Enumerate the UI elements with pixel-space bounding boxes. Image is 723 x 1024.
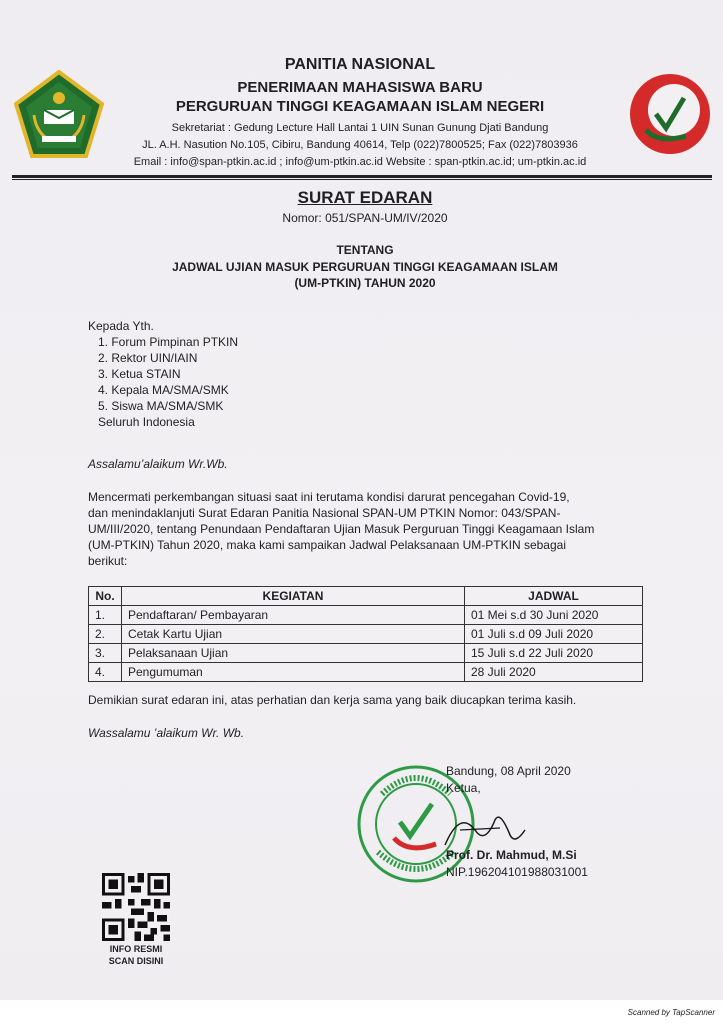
cell-schedule: 01 Juli s.d 09 Juli 2020 (465, 625, 643, 644)
signatory-name: Prof. Dr. Mahmud, M.Si (446, 848, 577, 862)
scanner-watermark: Scanned by TapScanner (627, 1008, 715, 1017)
signatory-nip: NIP.196204101988031001 (446, 865, 588, 879)
signature-place-date: Bandung, 08 April 2020 (446, 764, 571, 778)
col-header-no: No. (89, 587, 122, 606)
website-text: Website : span-ptkin.ac.id; um-ptkin.ac.id (382, 156, 587, 168)
paragraph-line: berikut: (88, 554, 128, 568)
schedule-table (88, 586, 643, 682)
signature-role: Ketua, (446, 781, 481, 795)
col-header-schedule: JADWAL (465, 587, 643, 606)
cell-schedule: 28 Juli 2020 (465, 663, 643, 682)
email-label: Email : (133, 156, 168, 168)
paragraph-line: Mencermati perkembangan situasi saat ini terutama kondisi darurat pencegahan Covid-19, (88, 490, 570, 504)
cell-activity: Pengumuman (122, 663, 465, 682)
cell-no: 1. (89, 606, 122, 625)
email-separator: ; (276, 156, 286, 168)
cell-no: 2. (89, 625, 122, 644)
email-link-span[interactable]: info@span-ptkin.ac.id (170, 156, 277, 168)
farewell: Wassalamu ’alaikum Wr. Wb. (88, 726, 245, 740)
paragraph-line: dan menindaklanjuti Surat Edaran Panitia Nasional SPAN-UM PTKIN Nomor: 043/SPAN- (88, 506, 561, 520)
cell-activity: Pendaftaran/ Pembayaran (122, 606, 465, 625)
address-line-2: JL. A.H. Nasution No.105, Cibiru, Bandung 40614, Telp (022)7800525; Fax (022)7803936 (142, 139, 578, 151)
subject-line-2: (UM-PTKIN) TAHUN 2020 (294, 276, 436, 290)
qr-code (102, 873, 170, 941)
subject-line-1: JADWAL UJIAN MASUK PERGURUAN TINGGI KEAGAMAAN ISLAM (172, 260, 558, 274)
cell-schedule: 01 Mei s.d 30 Juni 2020 (465, 606, 643, 625)
ministry-logo (14, 70, 104, 160)
letter-number: Nomor: 051/SPAN-UM/IV/2020 (282, 211, 448, 225)
contact-line (110, 156, 610, 168)
recipient-item: 2. Rektor UIN/IAIN (98, 351, 198, 365)
letter-title: SURAT EDARAN (297, 188, 433, 207)
table-row (89, 606, 643, 625)
recipient-item: 5. Siswa MA/SMA/SMK (98, 399, 224, 413)
cell-activity: Pelaksanaan Ujian (122, 644, 465, 663)
body-paragraph (88, 489, 648, 569)
address-line-1: Sekretariat : Gedung Lecture Hall Lantai 1 UIN Sunan Gunung Djati Bandung (171, 122, 549, 134)
org-name: PANITIA NASIONAL (284, 56, 436, 73)
header-rule-thick (12, 175, 712, 178)
closing-text: Demikian surat edaran ini, atas perhatian dan kerja sama yang baik diucapkan terima kasih. (88, 693, 577, 707)
col-header-activity: KEGIATAN (122, 587, 465, 606)
qr-caption-1: INFO RESMI (109, 944, 163, 954)
recipient-list (98, 334, 238, 430)
org-subtitle-2: PERGURUAN TINGGI KEAGAMAAN ISLAM NEGERI (175, 98, 545, 115)
ptkin-logo (628, 72, 712, 156)
subject-heading: TENTANG (336, 243, 394, 257)
recipient-item: 4. Kepala MA/SMA/SMK (98, 383, 229, 397)
table-row (89, 625, 643, 644)
email-link-um[interactable]: info@um-ptkin.ac.id (285, 156, 383, 168)
cell-no: 4. (89, 663, 122, 682)
qr-caption-2: SCAN DISINI (108, 956, 164, 966)
paragraph-line: (UM-PTKIN) Tahun 2020, maka kami sampaikan Jadwal Pelaksanaan UM-PTKIN sebagai (88, 538, 566, 552)
table-row (89, 644, 643, 663)
org-subtitle-1: PENERIMAAN MAHASISWA BARU (237, 79, 483, 96)
header-rule-thin (12, 179, 712, 180)
recipient-item: 3. Ketua STAIN (98, 367, 181, 381)
recipient-outro: Seluruh Indonesia (98, 415, 195, 429)
greeting: Assalamu’alaikum Wr.Wb. (88, 457, 228, 471)
cell-schedule: 15 Juli s.d 22 Juli 2020 (465, 644, 643, 663)
cell-activity: Cetak Kartu Ujian (122, 625, 465, 644)
paragraph-line: UM/III/2020, tentang Penundaan Pendaftaran Ujian Masuk Perguruan Tinggi Keagamaan Islam (88, 522, 595, 536)
recipient-intro: Kepada Yth. (88, 319, 154, 333)
recipient-item: 1. Forum Pimpinan PTKIN (98, 335, 239, 349)
cell-no: 3. (89, 644, 122, 663)
table-row (89, 663, 643, 682)
table-header-row (89, 587, 643, 606)
